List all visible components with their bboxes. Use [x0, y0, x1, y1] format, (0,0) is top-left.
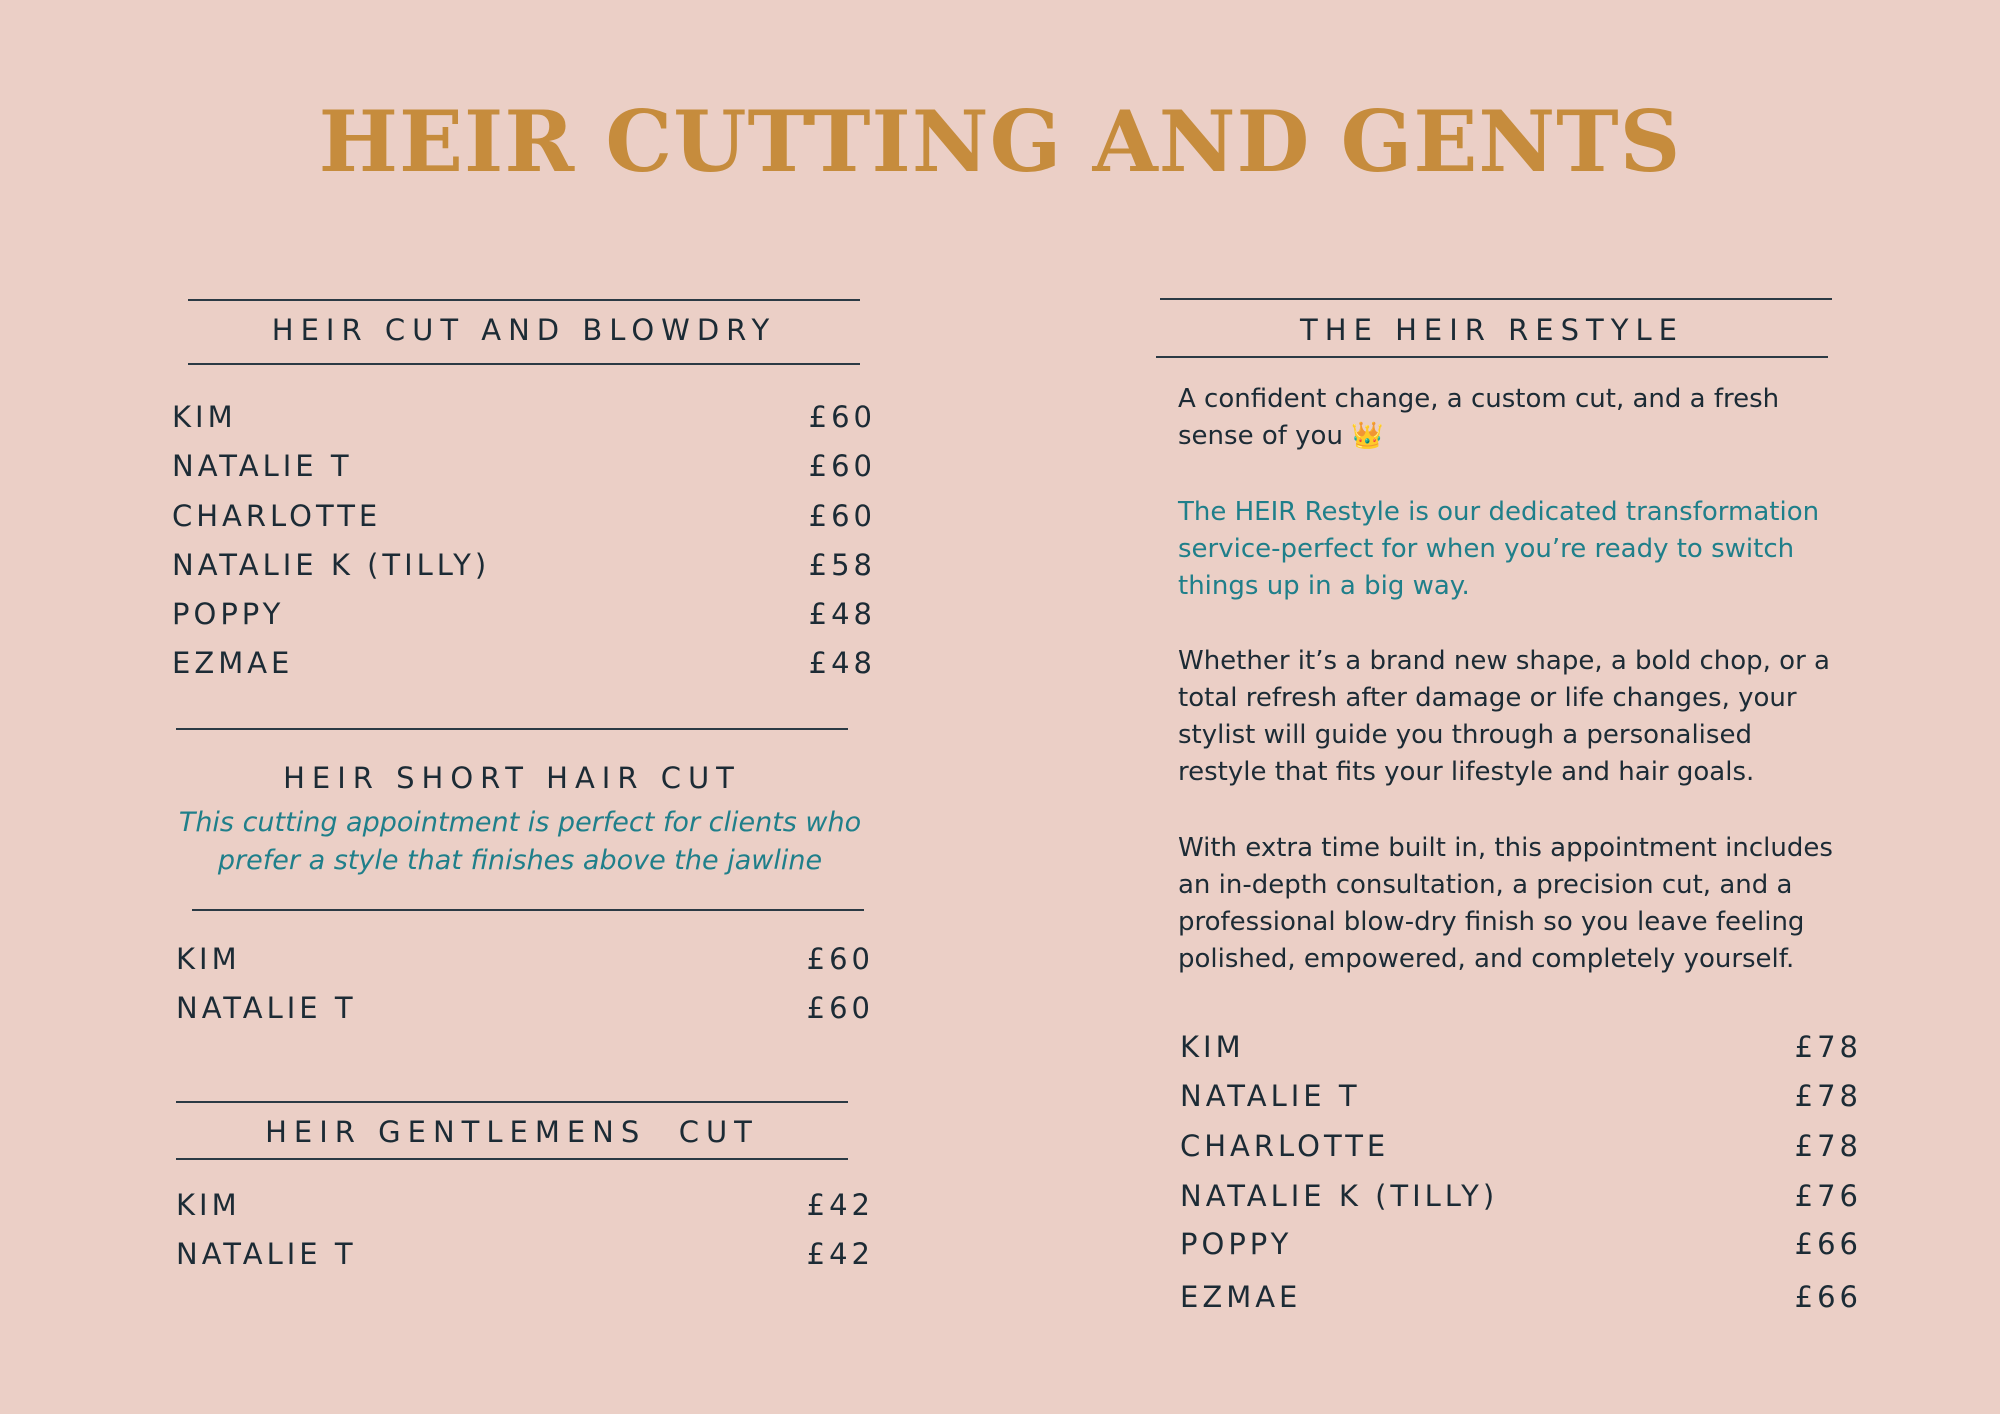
price: £58	[808, 548, 876, 582]
crown-icon: 👑	[1351, 421, 1384, 451]
divider	[176, 728, 848, 730]
stylist-name: NATALIE T	[176, 1237, 357, 1271]
price-row	[1180, 1227, 1862, 1261]
price-row	[1180, 1129, 1862, 1163]
price-row	[176, 991, 874, 1025]
section-heading: THE HEIR RESTYLE	[1300, 313, 1684, 347]
price: £48	[808, 646, 876, 680]
price: £60	[806, 991, 874, 1025]
price-row	[176, 942, 874, 976]
stylist-name: EZMAE	[172, 646, 294, 680]
section-heading: HEIR GENTLEMENS CUT	[265, 1115, 759, 1149]
divider	[176, 1158, 848, 1160]
stylist-name: CHARLOTTE	[172, 499, 382, 533]
page-title: HEIR CUTTING AND GENTS	[318, 92, 1682, 191]
divider	[176, 1101, 848, 1103]
price: £60	[806, 942, 874, 976]
stylist-name: NATALIE T	[172, 449, 353, 483]
price-row	[1180, 1030, 1862, 1064]
price: £60	[808, 449, 876, 483]
price-row	[172, 449, 876, 483]
price-row	[172, 499, 876, 533]
restyle-intro	[1178, 381, 1818, 455]
price-row	[1180, 1280, 1862, 1314]
price: £48	[808, 597, 876, 631]
price-row	[172, 597, 876, 631]
stylist-name: KIM	[172, 400, 237, 434]
price: £60	[808, 499, 876, 533]
price: £78	[1794, 1030, 1862, 1064]
price: £42	[806, 1188, 874, 1222]
stylist-name: NATALIE K (TILLY)	[172, 548, 491, 582]
price: £76	[1794, 1179, 1862, 1213]
price: £78	[1794, 1079, 1862, 1113]
stylist-name: NATALIE K (TILLY)	[1180, 1179, 1499, 1213]
price-row	[172, 548, 876, 582]
divider	[192, 909, 864, 911]
price: £66	[1794, 1227, 1862, 1261]
price: £66	[1794, 1280, 1862, 1314]
stylist-name: KIM	[176, 1188, 241, 1222]
section-note: This cutting appointment is perfect for clients who prefer a style that finishes above the jawline	[178, 807, 862, 876]
stylist-name: NATALIE T	[176, 991, 357, 1025]
price-row	[176, 1237, 874, 1271]
stylist-name: CHARLOTTE	[1180, 1129, 1390, 1163]
price-row	[176, 1188, 874, 1222]
price-row	[172, 400, 876, 434]
section-heading: HEIR CUT AND BLOWDRY	[271, 313, 777, 347]
divider	[188, 299, 860, 301]
restyle-details: With extra time built in, this appointment includes an in-depth consultation, a precision cut, and a professional blow-dry finish so you leave feeling polished, empowered, and completely yourself.	[1178, 833, 1833, 974]
restyle-intro-text: A confident change, a custom cut, and a fresh sense of you	[1178, 384, 1780, 451]
stylist-name: POPPY	[1180, 1227, 1293, 1261]
price-row	[172, 646, 876, 680]
price-row	[1180, 1179, 1862, 1213]
price: £60	[808, 400, 876, 434]
restyle-description-teal: The HEIR Restyle is our dedicated transformation service-perfect for when you’re ready to switch things up in a big way.	[1178, 497, 1820, 601]
stylist-name: KIM	[176, 942, 241, 976]
stylist-name: NATALIE T	[1180, 1079, 1361, 1113]
divider	[1156, 356, 1828, 358]
divider	[1160, 298, 1832, 300]
stylist-name: KIM	[1180, 1030, 1245, 1064]
section-heading: HEIR SHORT HAIR CUT	[283, 761, 741, 795]
restyle-description: Whether it’s a brand new shape, a bold chop, or a total refresh after damage or life changes, your stylist will guide you through a personalised restyle that fits your lifestyle and hair goals.	[1178, 646, 1830, 787]
price: £78	[1794, 1129, 1862, 1163]
stylist-name: POPPY	[172, 597, 285, 631]
price-row	[1180, 1079, 1862, 1113]
stylist-name: EZMAE	[1180, 1280, 1302, 1314]
price: £42	[806, 1237, 874, 1271]
divider	[188, 363, 860, 365]
